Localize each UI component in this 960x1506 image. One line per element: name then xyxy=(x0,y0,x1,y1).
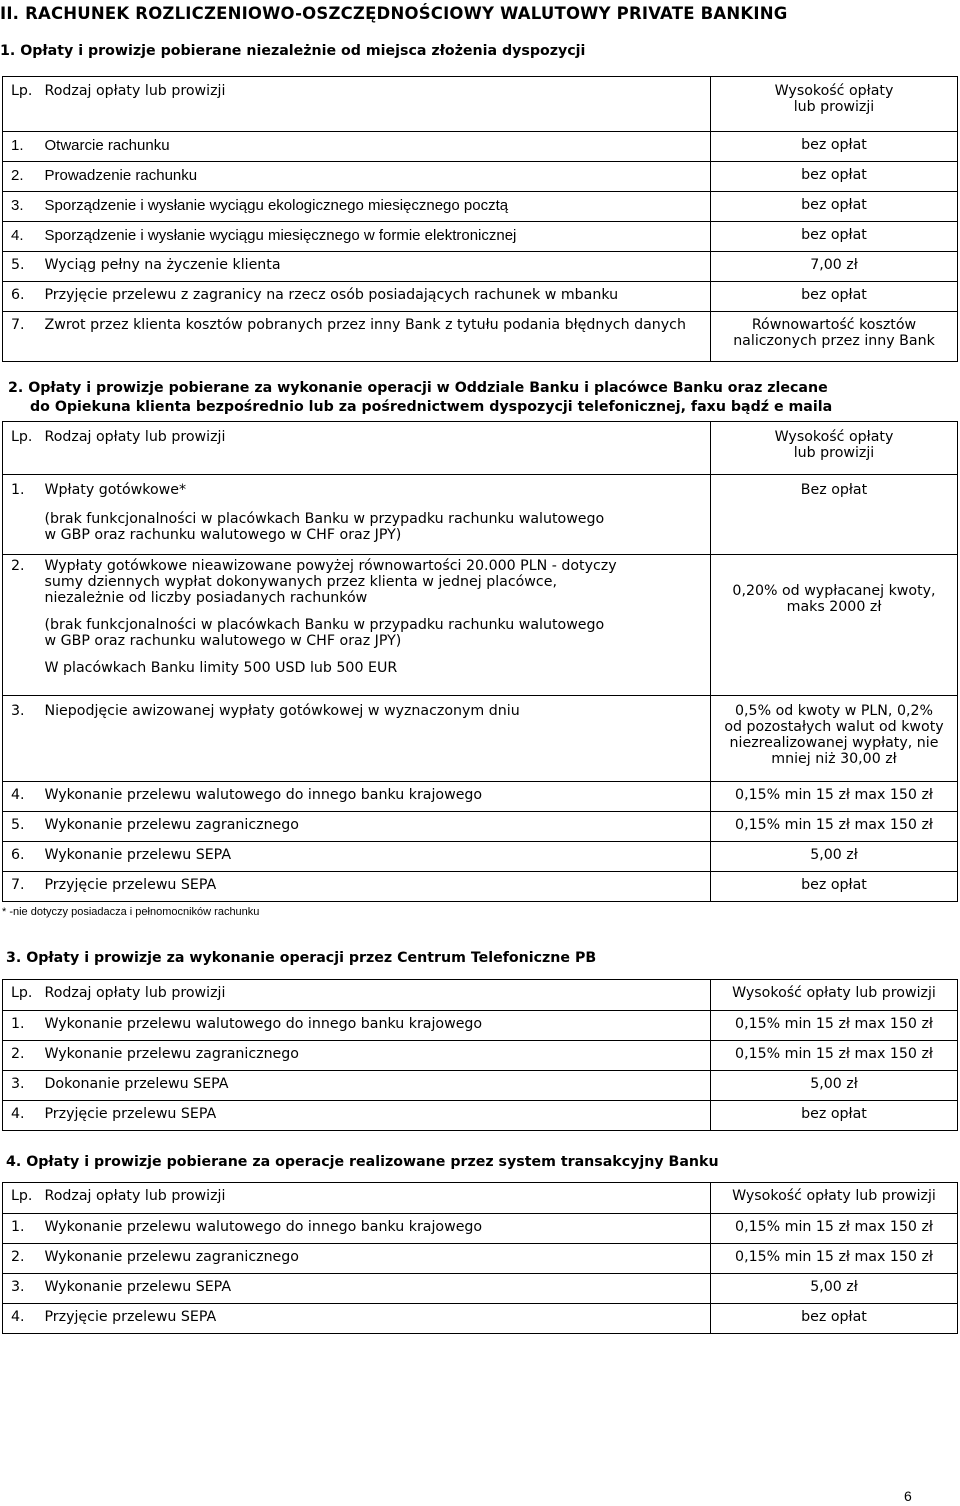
row-name: Wykonanie przelewu walutowego do innego banku krajowego xyxy=(43,1011,711,1041)
row-lp: 5. xyxy=(3,812,43,842)
row-name: Dokonanie przelewu SEPA xyxy=(43,1071,711,1101)
header-fee: Wysokość opłaty lub prowizji xyxy=(711,980,958,1011)
row-name: Sporządzenie i wysłanie wyciągu ekologicznego miesięcznego pocztą xyxy=(43,192,711,222)
table-row xyxy=(3,1011,958,1041)
table-row xyxy=(3,312,958,362)
row-fee: 0,15% min 15 zł max 150 zł xyxy=(711,782,958,812)
row-name: Wykonanie przelewu walutowego do innego banku krajowego xyxy=(43,1214,711,1244)
row-note: w GBP oraz rachunku walutowego w CHF oraz JPY) xyxy=(44,527,402,543)
row-fee: 0,15% min 15 zł max 150 zł xyxy=(711,1011,958,1041)
row-fee: Bez opłat xyxy=(711,475,958,555)
row-lp: 3. xyxy=(3,1071,43,1101)
row-fee: bez opłat xyxy=(711,162,958,192)
row-lp: 3. xyxy=(3,696,43,782)
table-row xyxy=(3,1304,958,1334)
row-lp: 3. xyxy=(3,1274,43,1304)
row-fee: 0,15% min 15 zł max 150 zł xyxy=(711,1244,958,1274)
row-name xyxy=(43,475,711,555)
table-row xyxy=(3,1041,958,1071)
table-row xyxy=(3,1071,958,1101)
header-name: Rodzaj opłaty lub prowizji xyxy=(43,1183,711,1214)
row-lp: 1. xyxy=(3,132,43,162)
table-row xyxy=(3,1214,958,1244)
fees-table-3 xyxy=(2,979,958,1131)
table-row xyxy=(3,1101,958,1131)
row-note: w GBP oraz rachunku walutowego w CHF oraz JPY) xyxy=(44,633,402,649)
row-name: Zwrot przez klienta kosztów pobranych przez inny Bank z tytułu podania błędnych danych xyxy=(43,312,711,362)
row-lp: 2. xyxy=(3,1041,43,1071)
section-3-title: 3. Opłaty i prowizje za wykonanie operacji przez Centrum Telefoniczne PB xyxy=(6,950,597,966)
row-lp: 5. xyxy=(3,252,43,282)
row-fee: 7,00 zł xyxy=(711,252,958,282)
header-lp: Lp. xyxy=(3,422,43,475)
row-fee: 5,00 zł xyxy=(711,1071,958,1101)
table-header-row xyxy=(3,77,958,132)
header-name: Rodzaj opłaty lub prowizji xyxy=(43,980,711,1011)
row-name: Wyciąg pełny na życzenie klienta xyxy=(43,252,711,282)
header-fee: Wysokość opłaty lub prowizji xyxy=(711,422,958,475)
table-row xyxy=(3,252,958,282)
table-row xyxy=(3,1244,958,1274)
row-name: Wykonanie przelewu SEPA xyxy=(43,842,711,872)
row-fee: bez opłat xyxy=(711,1101,958,1131)
row-lp: 2. xyxy=(3,1244,43,1274)
row-name: Wykonanie przelewu walutowego do innego banku krajowego xyxy=(43,782,711,812)
row-name: Przyjęcie przelewu SEPA xyxy=(43,872,711,902)
row-lp: 4. xyxy=(3,782,43,812)
row-fee: 5,00 zł xyxy=(711,842,958,872)
table-row xyxy=(3,192,958,222)
row-lp: 4. xyxy=(3,222,43,252)
row-lp: 2. xyxy=(3,162,43,192)
table-row xyxy=(3,475,958,555)
table-row xyxy=(3,1274,958,1304)
row-lp: 1. xyxy=(3,1214,43,1244)
row-fee: bez opłat xyxy=(711,222,958,252)
header-lp: Lp. xyxy=(3,980,43,1011)
table-header-row xyxy=(3,980,958,1011)
row-name: Wykonanie przelewu zagranicznego xyxy=(43,1244,711,1274)
header-lp: Lp. xyxy=(3,1183,43,1214)
table-row xyxy=(3,282,958,312)
row-fee: bez opłat xyxy=(711,192,958,222)
header-lp: Lp. xyxy=(3,77,43,132)
row-lp: 1. xyxy=(3,475,43,555)
row-fee: 0,20% od wypłacanej kwoty, maks 2000 zł xyxy=(711,555,958,696)
row-fee: 5,00 zł xyxy=(711,1274,958,1304)
row-lp: 3. xyxy=(3,192,43,222)
row-note: (brak funkcjonalności w placówkach Banku w przypadku rachunku walutowego xyxy=(44,511,605,527)
row-name: Wypłaty gotówkowe nieawizowane powyżej równowartości 20.000 PLN - dotyczy sumy dziennych wypłat dokonywanych przez klienta w jednej placówce, niezależnie od liczby posiadanych rachunków (brak funkcjonalności w placówkach Banku w przypadku rachunku walutowego w GBP oraz rachunku walutowego w CHF oraz JPY) W placówkach Banku limity 500 USD lub 500 EUR xyxy=(43,555,711,696)
table-row xyxy=(3,555,958,696)
row-fee: 0,15% min 15 zł max 150 zł xyxy=(711,812,958,842)
row-lp: 6. xyxy=(3,282,43,312)
row-name: Przyjęcie przelewu SEPA xyxy=(43,1304,711,1334)
row-fee: bez opłat xyxy=(711,1304,958,1334)
row-lp: 7. xyxy=(3,312,43,362)
row-name: Sporządzenie i wysłanie wyciągu miesięcznego w formie elektronicznej xyxy=(43,222,711,252)
document-title: II. RACHUNEK ROZLICZENIOWO-OSZCZĘDNOŚCIOWY WALUTOWY PRIVATE BANKING xyxy=(0,4,788,23)
table-row xyxy=(3,842,958,872)
row-lp: 6. xyxy=(3,842,43,872)
table-header-row xyxy=(3,1183,958,1214)
table-row xyxy=(3,872,958,902)
header-name: Rodzaj opłaty lub prowizji xyxy=(43,422,711,475)
row-note: (brak funkcjonalności w placówkach Banku w przypadku rachunku walutowego xyxy=(44,617,605,633)
section-2-title-line-1: 2. Opłaty i prowizje pobierane za wykonanie operacji w Oddziale Banku i placówce Banku oraz zlecane xyxy=(8,380,828,396)
row-lp: 2. xyxy=(3,555,43,696)
row-fee: 0,15% min 15 zł max 150 zł xyxy=(711,1214,958,1244)
row-lp: 4. xyxy=(3,1101,43,1131)
row-name: Niepodjęcie awizowanej wypłaty gotówkowej w wyznaczonym dniu xyxy=(43,696,711,782)
row-lp: 4. xyxy=(3,1304,43,1334)
table-header-row xyxy=(3,422,958,475)
row-name: Prowadzenie rachunku xyxy=(43,162,711,192)
row-name: Wykonanie przelewu zagranicznego xyxy=(43,1041,711,1071)
row-lp: 1. xyxy=(3,1011,43,1041)
section-2-title-line-2: do Opiekuna klienta bezpośrednio lub za pośrednictwem dyspozycji telefonicznej, faxu bądź e maila xyxy=(30,399,833,415)
row-name: Wykonanie przelewu zagranicznego xyxy=(43,812,711,842)
header-fee: Wysokość opłaty lub prowizji xyxy=(711,77,958,132)
footnote: * -nie dotyczy posiadacza i pełnomocników rachunku xyxy=(2,906,260,918)
table-row xyxy=(3,812,958,842)
fees-table-2 xyxy=(2,421,958,902)
page-number: 6 xyxy=(904,1488,912,1504)
table-row xyxy=(3,782,958,812)
table-row xyxy=(3,696,958,782)
fees-table-1 xyxy=(2,76,958,362)
table-row xyxy=(3,132,958,162)
row-note: W placówkach Banku limity 500 USD lub 500 EUR xyxy=(44,660,398,676)
row-name: Otwarcie rachunku xyxy=(43,132,711,162)
fees-table-4 xyxy=(2,1182,958,1334)
table-row xyxy=(3,162,958,192)
header-name: Rodzaj opłaty lub prowizji xyxy=(43,77,711,132)
row-name: Przyjęcie przelewu z zagranicy na rzecz osób posiadających rachunek w mbanku xyxy=(43,282,711,312)
row-fee: bez opłat xyxy=(711,872,958,902)
row-fee: Równowartość kosztów naliczonych przez inny Bank xyxy=(711,312,958,362)
row-name-text: Wpłaty gotówkowe* xyxy=(44,482,187,498)
row-name: Przyjęcie przelewu SEPA xyxy=(43,1101,711,1131)
row-fee: bez opłat xyxy=(711,132,958,162)
row-lp: 7. xyxy=(3,872,43,902)
row-fee: 0,15% min 15 zł max 150 zł xyxy=(711,1041,958,1071)
row-fee: bez opłat xyxy=(711,282,958,312)
row-name: Wykonanie przelewu SEPA xyxy=(43,1274,711,1304)
section-1-title: 1. Opłaty i prowizje pobierane niezależnie od miejsca złożenia dyspozycji xyxy=(0,43,586,59)
table-row xyxy=(3,222,958,252)
section-4-title: 4. Opłaty i prowizje pobierane za operacje realizowane przez system transakcyjny Banku xyxy=(6,1154,719,1170)
header-fee: Wysokość opłaty lub prowizji xyxy=(711,1183,958,1214)
row-fee: 0,5% od kwoty w PLN, 0,2% od pozostałych walut od kwoty niezrealizowanej wypłaty, nie mniej niż 30,00 zł xyxy=(711,696,958,782)
